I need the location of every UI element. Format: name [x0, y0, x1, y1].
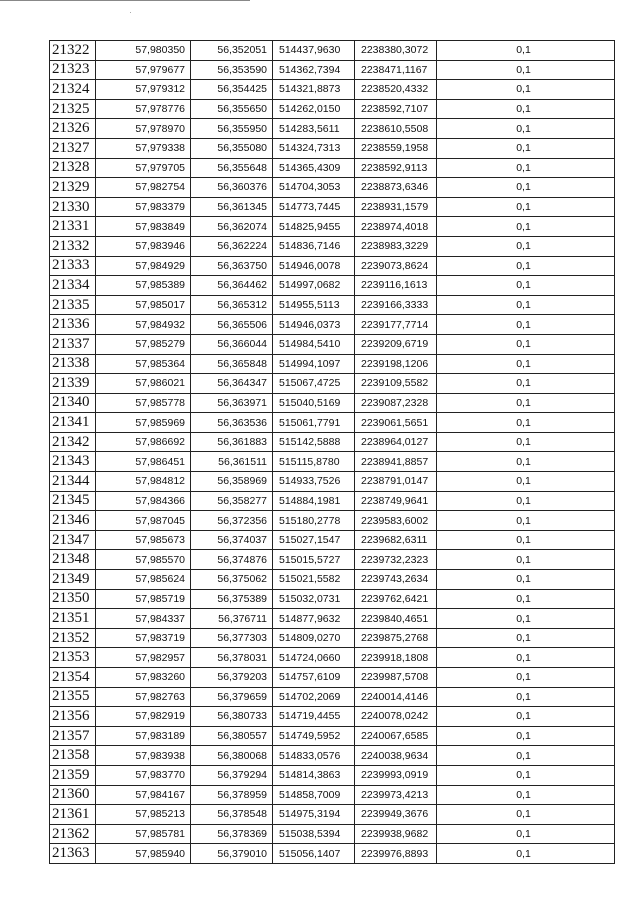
point-number-cell: 21341 — [50, 413, 96, 433]
accuracy-cell: 0,1 — [437, 628, 615, 648]
latitude-cell: 57,985719 — [96, 589, 191, 609]
longitude-cell: 56,362074 — [191, 217, 273, 237]
y-coordinate-cell: 2239198,1206 — [355, 354, 437, 374]
point-number-cell: 21337 — [50, 334, 96, 354]
longitude-cell: 56,355080 — [191, 138, 273, 158]
longitude-cell: 56,364347 — [191, 374, 273, 394]
point-number-cell: 21325 — [50, 99, 96, 119]
table-row — [50, 530, 615, 550]
point-number-cell: 21333 — [50, 256, 96, 276]
point-number-cell: 21329 — [50, 178, 96, 198]
point-number-cell: 21332 — [50, 236, 96, 256]
table-row — [50, 80, 615, 100]
point-number-cell: 21352 — [50, 628, 96, 648]
y-coordinate-cell: 2238791,0147 — [355, 472, 437, 492]
x-coordinate-cell: 514997,0682 — [273, 276, 355, 296]
x-coordinate-cell: 514773,7445 — [273, 197, 355, 217]
y-coordinate-cell: 2240014,4146 — [355, 687, 437, 707]
table-row — [50, 178, 615, 198]
accuracy-cell: 0,1 — [437, 256, 615, 276]
table-row — [50, 236, 615, 256]
latitude-cell: 57,979338 — [96, 138, 191, 158]
longitude-cell: 56,365312 — [191, 295, 273, 315]
x-coordinate-cell: 514975,3194 — [273, 805, 355, 825]
longitude-cell: 56,358277 — [191, 491, 273, 511]
coordinates-table-body — [50, 41, 615, 864]
latitude-cell: 57,984929 — [96, 256, 191, 276]
x-coordinate-cell: 515067,4725 — [273, 374, 355, 394]
latitude-cell: 57,983770 — [96, 765, 191, 785]
x-coordinate-cell: 515142,5888 — [273, 432, 355, 452]
x-coordinate-cell: 515032,0731 — [273, 589, 355, 609]
x-coordinate-cell: 514719,4455 — [273, 707, 355, 727]
table-row — [50, 570, 615, 590]
y-coordinate-cell: 2239762,6421 — [355, 589, 437, 609]
longitude-cell: 56,363971 — [191, 393, 273, 413]
accuracy-cell: 0,1 — [437, 824, 615, 844]
accuracy-cell: 0,1 — [437, 197, 615, 217]
accuracy-cell: 0,1 — [437, 491, 615, 511]
accuracy-cell: 0,1 — [437, 785, 615, 805]
longitude-cell: 56,362224 — [191, 236, 273, 256]
x-coordinate-cell: 515061,7791 — [273, 413, 355, 433]
longitude-cell: 56,376711 — [191, 609, 273, 629]
y-coordinate-cell: 2238974,4018 — [355, 217, 437, 237]
table-row — [50, 687, 615, 707]
longitude-cell: 56,355650 — [191, 99, 273, 119]
point-number-cell: 21346 — [50, 511, 96, 531]
longitude-cell: 56,372356 — [191, 511, 273, 531]
point-number-cell: 21336 — [50, 315, 96, 335]
longitude-cell: 56,379010 — [191, 844, 273, 864]
accuracy-cell: 0,1 — [437, 530, 615, 550]
longitude-cell: 56,365848 — [191, 354, 273, 374]
latitude-cell: 57,986021 — [96, 374, 191, 394]
x-coordinate-cell: 514884,1981 — [273, 491, 355, 511]
accuracy-cell: 0,1 — [437, 570, 615, 590]
y-coordinate-cell: 2239743,2634 — [355, 570, 437, 590]
scan-speck — [130, 12, 131, 13]
latitude-cell: 57,985279 — [96, 334, 191, 354]
point-number-cell: 21344 — [50, 472, 96, 492]
y-coordinate-cell: 2239087,2328 — [355, 393, 437, 413]
point-number-cell: 21345 — [50, 491, 96, 511]
table-row — [50, 99, 615, 119]
table-row — [50, 138, 615, 158]
x-coordinate-cell: 514814,3863 — [273, 765, 355, 785]
longitude-cell: 56,361345 — [191, 197, 273, 217]
longitude-cell: 56,358969 — [191, 472, 273, 492]
longitude-cell: 56,355648 — [191, 158, 273, 178]
table-row — [50, 746, 615, 766]
accuracy-cell: 0,1 — [437, 511, 615, 531]
y-coordinate-cell: 2239682,6311 — [355, 530, 437, 550]
table-row — [50, 452, 615, 472]
point-number-cell: 21351 — [50, 609, 96, 629]
accuracy-cell: 0,1 — [437, 805, 615, 825]
latitude-cell: 57,979677 — [96, 60, 191, 80]
latitude-cell: 57,983719 — [96, 628, 191, 648]
latitude-cell: 57,982763 — [96, 687, 191, 707]
longitude-cell: 56,379659 — [191, 687, 273, 707]
point-number-cell: 21326 — [50, 119, 96, 139]
table-row — [50, 295, 615, 315]
accuracy-cell: 0,1 — [437, 158, 615, 178]
point-number-cell: 21323 — [50, 60, 96, 80]
accuracy-cell: 0,1 — [437, 276, 615, 296]
longitude-cell: 56,375062 — [191, 570, 273, 590]
longitude-cell: 56,377303 — [191, 628, 273, 648]
accuracy-cell: 0,1 — [437, 217, 615, 237]
y-coordinate-cell: 2239993,0919 — [355, 765, 437, 785]
point-number-cell: 21353 — [50, 648, 96, 668]
latitude-cell: 57,985969 — [96, 413, 191, 433]
longitude-cell: 56,375389 — [191, 589, 273, 609]
table-row — [50, 158, 615, 178]
accuracy-cell: 0,1 — [437, 60, 615, 80]
point-number-cell: 21335 — [50, 295, 96, 315]
longitude-cell: 56,361883 — [191, 432, 273, 452]
x-coordinate-cell: 514321,8873 — [273, 80, 355, 100]
point-number-cell: 21349 — [50, 570, 96, 590]
latitude-cell: 57,987045 — [96, 511, 191, 531]
latitude-cell: 57,978970 — [96, 119, 191, 139]
longitude-cell: 56,366044 — [191, 334, 273, 354]
point-number-cell: 21340 — [50, 393, 96, 413]
y-coordinate-cell: 2239875,2768 — [355, 628, 437, 648]
latitude-cell: 57,984337 — [96, 609, 191, 629]
accuracy-cell: 0,1 — [437, 687, 615, 707]
table-row — [50, 648, 615, 668]
accuracy-cell: 0,1 — [437, 668, 615, 688]
x-coordinate-cell: 514833,0576 — [273, 746, 355, 766]
latitude-cell: 57,979705 — [96, 158, 191, 178]
table-row — [50, 197, 615, 217]
table-row — [50, 785, 615, 805]
y-coordinate-cell: 2239061,5651 — [355, 413, 437, 433]
x-coordinate-cell: 514994,1097 — [273, 354, 355, 374]
y-coordinate-cell: 2239209,6719 — [355, 334, 437, 354]
y-coordinate-cell: 2239177,7714 — [355, 315, 437, 335]
table-row — [50, 805, 615, 825]
x-coordinate-cell: 514283,5611 — [273, 119, 355, 139]
accuracy-cell: 0,1 — [437, 354, 615, 374]
y-coordinate-cell: 2239073,8624 — [355, 256, 437, 276]
y-coordinate-cell: 2240078,0242 — [355, 707, 437, 727]
latitude-cell: 57,983260 — [96, 668, 191, 688]
accuracy-cell: 0,1 — [437, 315, 615, 335]
point-number-cell: 21362 — [50, 824, 96, 844]
longitude-cell: 56,378031 — [191, 648, 273, 668]
y-coordinate-cell: 2238592,7107 — [355, 99, 437, 119]
x-coordinate-cell: 515115,8780 — [273, 452, 355, 472]
y-coordinate-cell: 2239109,5582 — [355, 374, 437, 394]
coordinates-table — [49, 40, 615, 864]
point-number-cell: 21363 — [50, 844, 96, 864]
table-row — [50, 41, 615, 61]
y-coordinate-cell: 2239116,1613 — [355, 276, 437, 296]
x-coordinate-cell: 514809,0270 — [273, 628, 355, 648]
longitude-cell: 56,352051 — [191, 41, 273, 61]
x-coordinate-cell: 514749,5952 — [273, 726, 355, 746]
accuracy-cell: 0,1 — [437, 726, 615, 746]
x-coordinate-cell: 514704,3053 — [273, 178, 355, 198]
accuracy-cell: 0,1 — [437, 178, 615, 198]
table-row — [50, 765, 615, 785]
x-coordinate-cell: 515038,5394 — [273, 824, 355, 844]
point-number-cell: 21347 — [50, 530, 96, 550]
y-coordinate-cell: 2240038,9634 — [355, 746, 437, 766]
x-coordinate-cell: 514836,7146 — [273, 236, 355, 256]
point-number-cell: 21360 — [50, 785, 96, 805]
y-coordinate-cell: 2239973,4213 — [355, 785, 437, 805]
y-coordinate-cell: 2238983,3229 — [355, 236, 437, 256]
y-coordinate-cell: 2238873,6346 — [355, 178, 437, 198]
y-coordinate-cell: 2238749,9641 — [355, 491, 437, 511]
table-row — [50, 393, 615, 413]
latitude-cell: 57,983938 — [96, 746, 191, 766]
y-coordinate-cell: 2239166,3333 — [355, 295, 437, 315]
point-number-cell: 21324 — [50, 80, 96, 100]
table-row — [50, 511, 615, 531]
y-coordinate-cell: 2239732,2323 — [355, 550, 437, 570]
table-row — [50, 119, 615, 139]
accuracy-cell: 0,1 — [437, 746, 615, 766]
longitude-cell: 56,374876 — [191, 550, 273, 570]
accuracy-cell: 0,1 — [437, 589, 615, 609]
table-row — [50, 432, 615, 452]
longitude-cell: 56,360376 — [191, 178, 273, 198]
y-coordinate-cell: 2239918,1808 — [355, 648, 437, 668]
latitude-cell: 57,983946 — [96, 236, 191, 256]
accuracy-cell: 0,1 — [437, 138, 615, 158]
table-row — [50, 413, 615, 433]
accuracy-cell: 0,1 — [437, 99, 615, 119]
latitude-cell: 57,985940 — [96, 844, 191, 864]
accuracy-cell: 0,1 — [437, 295, 615, 315]
y-coordinate-cell: 2239938,9682 — [355, 824, 437, 844]
latitude-cell: 57,984366 — [96, 491, 191, 511]
y-coordinate-cell: 2238380,3072 — [355, 41, 437, 61]
latitude-cell: 57,982754 — [96, 178, 191, 198]
scan-top-rule — [0, 0, 250, 1]
latitude-cell: 57,983189 — [96, 726, 191, 746]
table-row — [50, 374, 615, 394]
longitude-cell: 56,379203 — [191, 668, 273, 688]
latitude-cell: 57,984167 — [96, 785, 191, 805]
accuracy-cell: 0,1 — [437, 80, 615, 100]
y-coordinate-cell: 2238471,1167 — [355, 60, 437, 80]
latitude-cell: 57,985389 — [96, 276, 191, 296]
longitude-cell: 56,353590 — [191, 60, 273, 80]
point-number-cell: 21334 — [50, 276, 96, 296]
latitude-cell: 57,983849 — [96, 217, 191, 237]
latitude-cell: 57,985781 — [96, 824, 191, 844]
x-coordinate-cell: 514437,9630 — [273, 41, 355, 61]
point-number-cell: 21356 — [50, 707, 96, 727]
accuracy-cell: 0,1 — [437, 648, 615, 668]
longitude-cell: 56,374037 — [191, 530, 273, 550]
latitude-cell: 57,985570 — [96, 550, 191, 570]
x-coordinate-cell: 515040,5169 — [273, 393, 355, 413]
latitude-cell: 57,985624 — [96, 570, 191, 590]
accuracy-cell: 0,1 — [437, 432, 615, 452]
longitude-cell: 56,361511 — [191, 452, 273, 472]
accuracy-cell: 0,1 — [437, 609, 615, 629]
x-coordinate-cell: 514702,2069 — [273, 687, 355, 707]
y-coordinate-cell: 2239949,3676 — [355, 805, 437, 825]
y-coordinate-cell: 2238520,4332 — [355, 80, 437, 100]
latitude-cell: 57,986451 — [96, 452, 191, 472]
table-row — [50, 589, 615, 609]
point-number-cell: 21350 — [50, 589, 96, 609]
longitude-cell: 56,378959 — [191, 785, 273, 805]
longitude-cell: 56,378369 — [191, 824, 273, 844]
latitude-cell: 57,978776 — [96, 99, 191, 119]
longitude-cell: 56,354425 — [191, 80, 273, 100]
table-row — [50, 256, 615, 276]
table-row — [50, 628, 615, 648]
point-number-cell: 21359 — [50, 765, 96, 785]
accuracy-cell: 0,1 — [437, 236, 615, 256]
table-row — [50, 668, 615, 688]
accuracy-cell: 0,1 — [437, 41, 615, 61]
x-coordinate-cell: 515056,1407 — [273, 844, 355, 864]
latitude-cell: 57,982957 — [96, 648, 191, 668]
latitude-cell: 57,982919 — [96, 707, 191, 727]
y-coordinate-cell: 2238592,9113 — [355, 158, 437, 178]
accuracy-cell: 0,1 — [437, 765, 615, 785]
x-coordinate-cell: 515021,5582 — [273, 570, 355, 590]
x-coordinate-cell: 514262,0150 — [273, 99, 355, 119]
table-row — [50, 276, 615, 296]
x-coordinate-cell: 514955,5113 — [273, 295, 355, 315]
table-row — [50, 707, 615, 727]
table-row — [50, 726, 615, 746]
longitude-cell: 56,363750 — [191, 256, 273, 276]
x-coordinate-cell: 514757,6109 — [273, 668, 355, 688]
x-coordinate-cell: 514984,5410 — [273, 334, 355, 354]
latitude-cell: 57,984932 — [96, 315, 191, 335]
accuracy-cell: 0,1 — [437, 472, 615, 492]
table-row — [50, 491, 615, 511]
point-number-cell: 21354 — [50, 668, 96, 688]
x-coordinate-cell: 514362,7394 — [273, 60, 355, 80]
accuracy-cell: 0,1 — [437, 707, 615, 727]
longitude-cell: 56,355950 — [191, 119, 273, 139]
accuracy-cell: 0,1 — [437, 844, 615, 864]
latitude-cell: 57,985673 — [96, 530, 191, 550]
table-row — [50, 550, 615, 570]
x-coordinate-cell: 514877,9632 — [273, 609, 355, 629]
latitude-cell: 57,986692 — [96, 432, 191, 452]
x-coordinate-cell: 514324,7313 — [273, 138, 355, 158]
latitude-cell: 57,980350 — [96, 41, 191, 61]
accuracy-cell: 0,1 — [437, 452, 615, 472]
table-row — [50, 472, 615, 492]
table-row — [50, 334, 615, 354]
x-coordinate-cell: 514946,0078 — [273, 256, 355, 276]
longitude-cell: 56,378548 — [191, 805, 273, 825]
x-coordinate-cell: 514858,7009 — [273, 785, 355, 805]
point-number-cell: 21357 — [50, 726, 96, 746]
x-coordinate-cell: 514933,7526 — [273, 472, 355, 492]
latitude-cell: 57,985017 — [96, 295, 191, 315]
accuracy-cell: 0,1 — [437, 413, 615, 433]
point-number-cell: 21322 — [50, 41, 96, 61]
x-coordinate-cell: 515015,5727 — [273, 550, 355, 570]
latitude-cell: 57,984812 — [96, 472, 191, 492]
latitude-cell: 57,985778 — [96, 393, 191, 413]
latitude-cell: 57,983379 — [96, 197, 191, 217]
y-coordinate-cell: 2238931,1579 — [355, 197, 437, 217]
x-coordinate-cell: 514365,4309 — [273, 158, 355, 178]
accuracy-cell: 0,1 — [437, 550, 615, 570]
y-coordinate-cell: 2238941,8857 — [355, 452, 437, 472]
x-coordinate-cell: 515027,1547 — [273, 530, 355, 550]
longitude-cell: 56,364462 — [191, 276, 273, 296]
x-coordinate-cell: 514825,9455 — [273, 217, 355, 237]
longitude-cell: 56,379294 — [191, 765, 273, 785]
point-number-cell: 21355 — [50, 687, 96, 707]
longitude-cell: 56,365506 — [191, 315, 273, 335]
y-coordinate-cell: 2238559,1958 — [355, 138, 437, 158]
latitude-cell: 57,979312 — [96, 80, 191, 100]
accuracy-cell: 0,1 — [437, 393, 615, 413]
longitude-cell: 56,363536 — [191, 413, 273, 433]
point-number-cell: 21331 — [50, 217, 96, 237]
table-row — [50, 354, 615, 374]
point-number-cell: 21361 — [50, 805, 96, 825]
point-number-cell: 21338 — [50, 354, 96, 374]
table-row — [50, 217, 615, 237]
latitude-cell: 57,985213 — [96, 805, 191, 825]
point-number-cell: 21328 — [50, 158, 96, 178]
point-number-cell: 21339 — [50, 374, 96, 394]
accuracy-cell: 0,1 — [437, 374, 615, 394]
point-number-cell: 21348 — [50, 550, 96, 570]
y-coordinate-cell: 2239583,6002 — [355, 511, 437, 531]
point-number-cell: 21327 — [50, 138, 96, 158]
x-coordinate-cell: 514946,0373 — [273, 315, 355, 335]
table-row — [50, 824, 615, 844]
table-row — [50, 315, 615, 335]
y-coordinate-cell: 2238964,0127 — [355, 432, 437, 452]
longitude-cell: 56,380557 — [191, 726, 273, 746]
point-number-cell: 21330 — [50, 197, 96, 217]
table-row — [50, 844, 615, 864]
latitude-cell: 57,985364 — [96, 354, 191, 374]
x-coordinate-cell: 515180,2778 — [273, 511, 355, 531]
point-number-cell: 21343 — [50, 452, 96, 472]
y-coordinate-cell: 2239987,5708 — [355, 668, 437, 688]
y-coordinate-cell: 2240067,6585 — [355, 726, 437, 746]
accuracy-cell: 0,1 — [437, 119, 615, 139]
longitude-cell: 56,380733 — [191, 707, 273, 727]
longitude-cell: 56,380068 — [191, 746, 273, 766]
point-number-cell: 21342 — [50, 432, 96, 452]
y-coordinate-cell: 2238610,5508 — [355, 119, 437, 139]
y-coordinate-cell: 2239976,8893 — [355, 844, 437, 864]
y-coordinate-cell: 2239840,4651 — [355, 609, 437, 629]
table-row — [50, 60, 615, 80]
point-number-cell: 21358 — [50, 746, 96, 766]
table-row — [50, 609, 615, 629]
accuracy-cell: 0,1 — [437, 334, 615, 354]
x-coordinate-cell: 514724,0660 — [273, 648, 355, 668]
